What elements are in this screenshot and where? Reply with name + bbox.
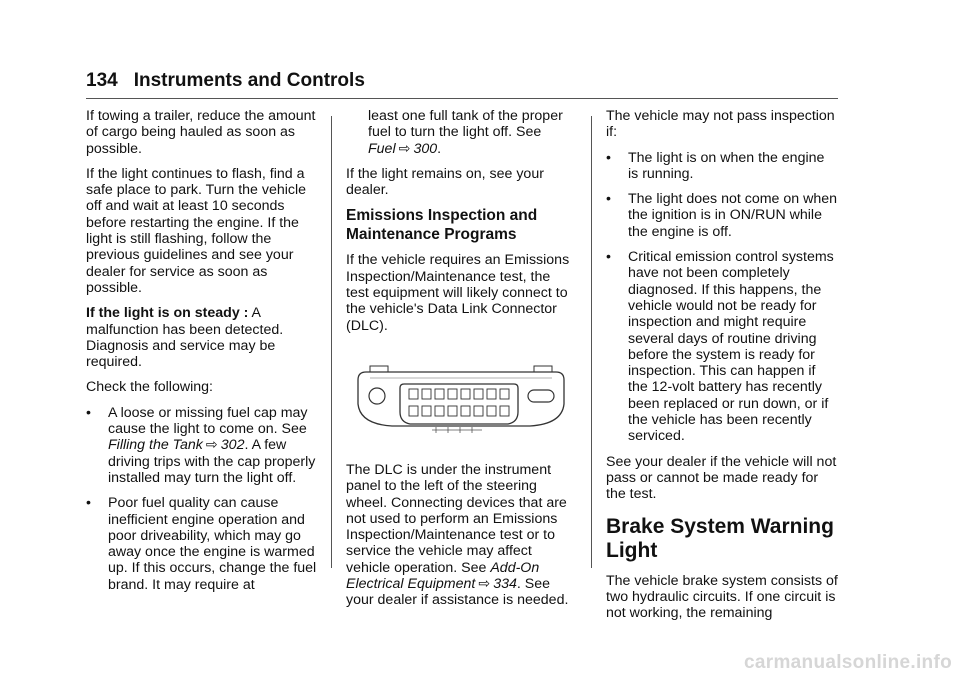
- cross-reference-link[interactable]: Add-On Electrical Equipment: [346, 559, 540, 593]
- paragraph: The DLC is under the instrument panel to the left of the steering wheel. Connecting devices that are not used to perform an Emissions Inspection/Maintenance test or to service the vehicle may affect vehicle operation. See Add-On Electrical Equipment ⇨ 334. See your dealer if assistance is needed.: [346, 461, 569, 609]
- section-heading: Emissions Inspection and Maintenance Programs: [346, 207, 538, 243]
- column-1: [86, 108, 322, 602]
- bullet: •: [86, 404, 91, 421]
- page-ref-arrow-icon: ⇨: [398, 140, 411, 157]
- page-ref-arrow-icon: ⇨: [478, 576, 491, 593]
- list-item: • The light does not come on when the ignition is in ON/RUN while the engine is off.: [606, 191, 838, 240]
- list-item: • Critical emission control systems have not been completely diagnosed. If this happens, the vehicle would not be ready for inspection and might require several days of routine driving before the system is ready for inspection. This can happen if the 12-volt battery has recently been replaced or run down, or if the vehicle has been recently serviced.: [606, 249, 834, 445]
- paragraph: If towing a trailer, reduce the amount of cargo being hauled as soon as possible.: [86, 108, 316, 157]
- page-reference[interactable]: 302: [220, 437, 245, 454]
- paragraph: If the light is on steady : A malfunction has been detected. Diagnosis and service may be required.: [86, 305, 284, 371]
- page-number: 134: [86, 70, 118, 91]
- bullet: •: [606, 191, 611, 208]
- section-title: Instruments and Controls: [133, 70, 365, 91]
- paragraph: The vehicle brake system consists of two hydraulic circuits. If one circuit is not working, the remaining: [606, 572, 838, 622]
- list-item: • The light is on when the engine is running.: [606, 149, 825, 182]
- paragraph: If the vehicle requires an Emissions Inspection/Maintenance test, the test equipment will likely connect to the vehicle's Data Link Connector (DLC).: [346, 252, 570, 334]
- bullet: •: [606, 249, 611, 266]
- bullet: •: [86, 495, 91, 512]
- column-divider-1: [331, 116, 332, 568]
- paragraph: Check the following:: [86, 379, 213, 396]
- bullet: •: [606, 149, 611, 166]
- page-reference[interactable]: 300: [413, 140, 438, 157]
- page-ref-arrow-icon: ⇨: [205, 437, 218, 454]
- data-link-connector-illustration: [352, 364, 567, 436]
- paragraph: least one full tank of the proper fuel to turn the light off. See Fuel ⇨ 300.: [368, 108, 563, 157]
- list-item: • Poor fuel quality can cause inefficient engine operation and poor driveability, which may go away once the engine is warmed up. If this occurs, change the fuel brand. It may require at: [86, 495, 317, 593]
- column-3: [606, 108, 838, 630]
- header-rule: [86, 98, 838, 99]
- paragraph: If the light remains on, see your dealer.: [346, 165, 544, 199]
- column-2: [346, 108, 576, 618]
- watermark: carmanualsonline.info: [744, 652, 952, 673]
- column-divider-2: [591, 116, 592, 568]
- paragraph: If the light continues to flash, find a safe place to park. Turn the vehicle off and wait at least 10 seconds before restarting the engine. If the light is still flashing, follow the previous guidelines and see your dealer for service as soon as possible.: [86, 165, 307, 296]
- cross-reference-link[interactable]: Filling the Tank: [108, 437, 203, 454]
- paragraph: The vehicle may not pass inspection if:: [606, 108, 835, 141]
- section-heading: Brake System Warning Light: [606, 514, 834, 562]
- list-item: • A loose or missing fuel cap may cause the light to come on. See Filling the Tank ⇨ 302. A few driving trips with the cap properly installed may turn the light off.: [86, 404, 316, 486]
- cross-reference-link[interactable]: Fuel: [368, 140, 396, 157]
- paragraph: See your dealer if the vehicle will not pass or cannot be made ready for the test.: [606, 453, 837, 503]
- page-header: [86, 70, 365, 92]
- page-reference[interactable]: 334: [493, 576, 517, 593]
- run-in-heading: If the light is on steady :: [86, 305, 249, 322]
